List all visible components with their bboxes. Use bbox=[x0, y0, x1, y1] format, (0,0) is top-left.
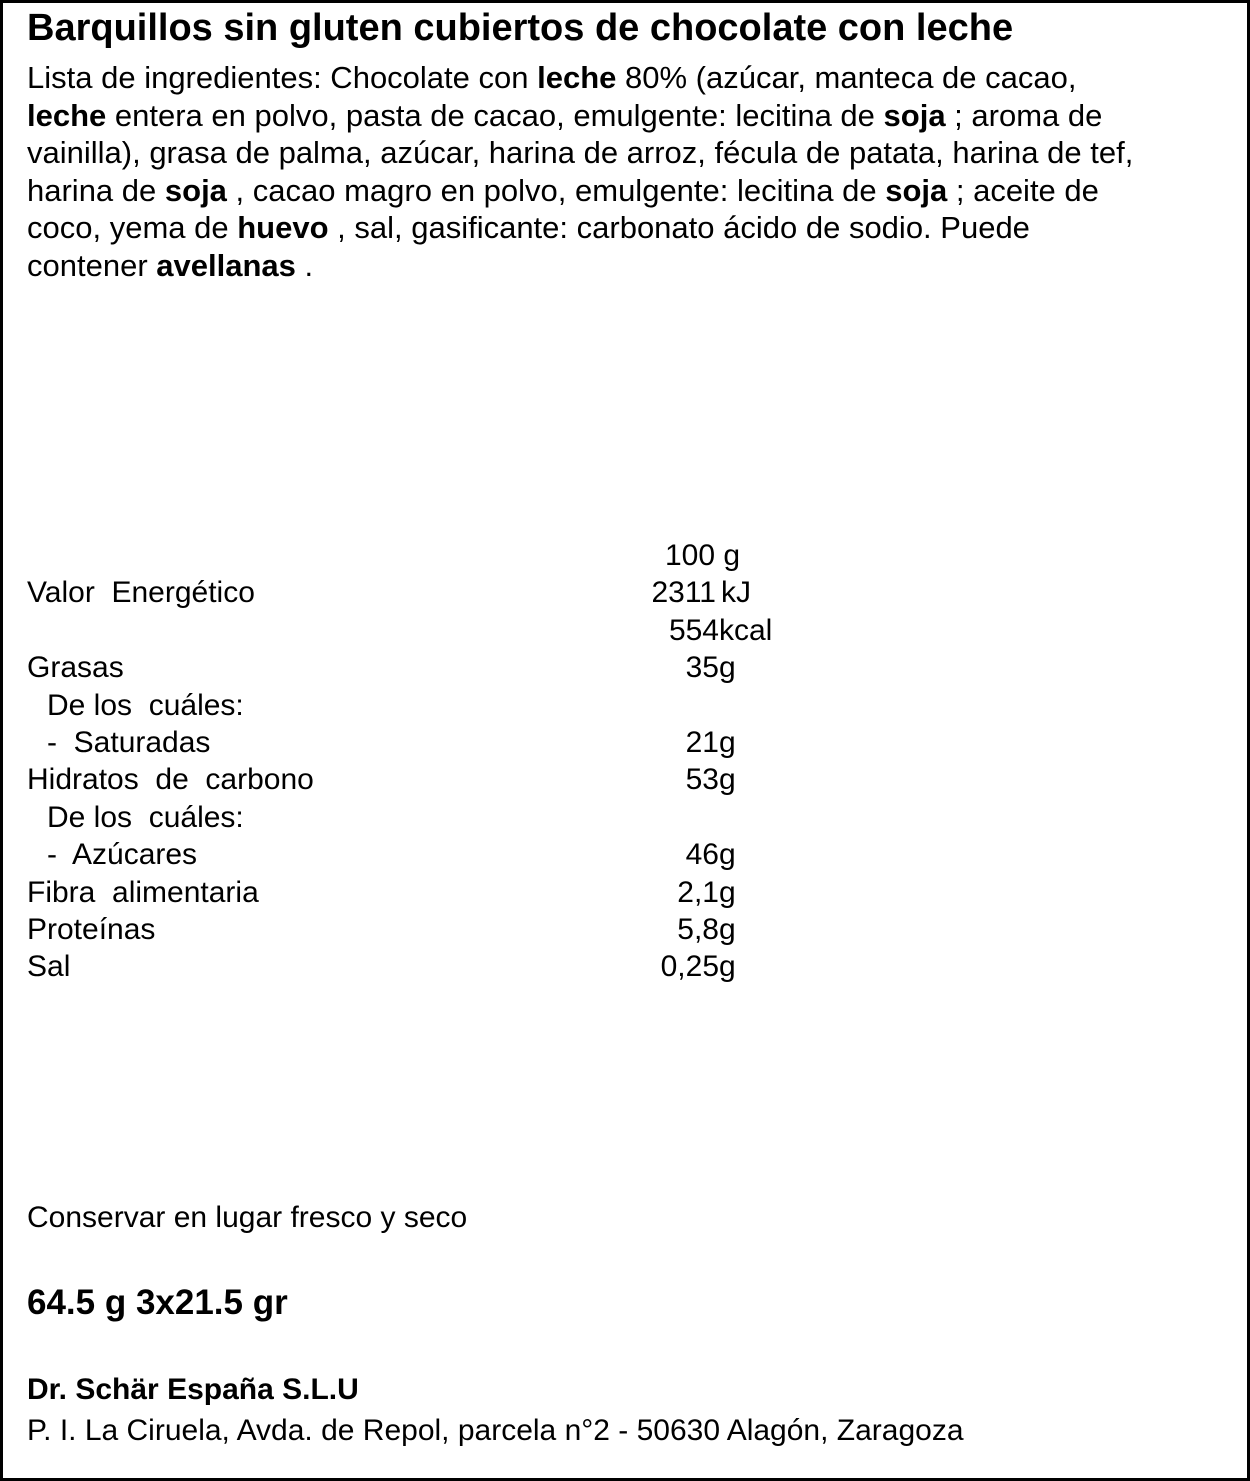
nutrient-name: De los cuáles: bbox=[47, 800, 244, 834]
nutrition-column-header: 100 g bbox=[665, 539, 741, 572]
nutrient-name: Fibra alimentaria bbox=[27, 875, 259, 909]
nutrient-value: 46 bbox=[685, 838, 719, 872]
ingredients-text: , cacao magro en polvo, emulgente: lecitina de bbox=[226, 172, 886, 208]
ingredients-line bbox=[27, 134, 1207, 172]
nutrition-row bbox=[3, 874, 1250, 911]
nutrient-name: - Azúcares bbox=[47, 838, 198, 872]
nutrient-name: - Saturadas bbox=[47, 726, 211, 759]
nutrient-value: 5,8 bbox=[677, 913, 719, 946]
nutrition-header-row bbox=[3, 537, 1250, 574]
ingredients-line bbox=[27, 59, 1207, 97]
ingredients-text: coco, yema de bbox=[27, 210, 238, 246]
nutrition-row bbox=[3, 574, 1250, 611]
ingredients-text: contener bbox=[27, 247, 157, 283]
nutrient-value: 35 bbox=[685, 651, 719, 685]
nutrient-name: Hidratos de carbono bbox=[27, 763, 314, 797]
nutrition-row bbox=[3, 612, 1250, 649]
nutrient-name: De los cuáles: bbox=[47, 688, 244, 722]
nutrition-row bbox=[3, 724, 1250, 761]
nutrient-unit: g bbox=[719, 875, 736, 909]
nutrient-value: 0,25 bbox=[660, 950, 719, 984]
allergen-text: soja bbox=[164, 172, 227, 208]
ingredients-text: harina de bbox=[27, 172, 165, 208]
nutrient-value: 21 bbox=[685, 726, 719, 759]
nutrient-value: 2,1 bbox=[677, 875, 719, 909]
nutrient-unit: g bbox=[719, 950, 736, 984]
allergen-text: leche bbox=[27, 97, 107, 133]
nutrient-unit: g bbox=[719, 913, 736, 946]
nutrient-value: 554 bbox=[668, 613, 719, 647]
ingredients-line bbox=[27, 172, 1207, 210]
allergen-text: leche bbox=[537, 60, 617, 95]
ingredients-text: , sal, gasificante: carbonato ácido de sodio. Puede bbox=[328, 210, 1030, 246]
ingredients-text: . bbox=[295, 247, 314, 283]
ingredients-line bbox=[27, 209, 1207, 247]
ingredients-text: Lista de ingredientes: Chocolate con bbox=[27, 60, 538, 95]
ingredients-list bbox=[27, 59, 1207, 285]
nutrient-value: 2311 bbox=[651, 576, 716, 610]
allergen-text: soja bbox=[883, 97, 946, 133]
nutrition-row bbox=[3, 836, 1250, 873]
ingredients-text: entera en polvo, pasta de cacao, emulgente: lecitina de bbox=[106, 97, 884, 133]
product-title: Barquillos sin gluten cubiertos de chocolate con leche bbox=[27, 7, 1014, 49]
nutrient-name: Sal bbox=[27, 950, 71, 984]
ingredients-text: ; aceite de bbox=[947, 172, 1099, 208]
nutrition-row bbox=[3, 799, 1250, 836]
nutrient-unit: g bbox=[719, 763, 736, 797]
nutrient-name: Valor Energético bbox=[27, 576, 255, 610]
ingredients-text: vainilla), grasa de palma, azúcar, harina de arroz, fécula de patata, harina de tef, bbox=[27, 135, 1134, 171]
nutrition-row bbox=[3, 687, 1250, 724]
company-name: Dr. Schär España S.L.U bbox=[27, 1373, 359, 1406]
nutrient-name: Grasas bbox=[27, 651, 124, 685]
allergen-text: avellanas bbox=[156, 247, 296, 283]
nutrition-row bbox=[3, 911, 1250, 948]
nutrient-unit: kJ bbox=[721, 576, 751, 610]
nutrient-unit: kcal bbox=[719, 613, 773, 647]
allergen-text: soja bbox=[885, 172, 948, 208]
nutrient-unit: g bbox=[719, 651, 736, 685]
nutrition-row bbox=[3, 761, 1250, 798]
nutrition-row bbox=[3, 649, 1250, 686]
allergen-text: huevo bbox=[237, 210, 329, 246]
nutrition-row bbox=[3, 948, 1250, 985]
nutrient-value: 53 bbox=[685, 763, 719, 797]
company-address: P. I. La Ciruela, Avda. de Repol, parcela n°2 - 50630 Alagón, Zaragoza bbox=[27, 1414, 964, 1447]
nutrient-unit: g bbox=[719, 838, 736, 872]
ingredients-text: ; aroma de bbox=[945, 97, 1103, 133]
storage-instructions: Conservar en lugar fresco y seco bbox=[27, 1201, 468, 1234]
nutrient-unit: g bbox=[719, 726, 736, 759]
ingredients-line bbox=[27, 247, 1207, 285]
nutrient-name: Proteínas bbox=[27, 913, 156, 946]
ingredients-line bbox=[27, 97, 1207, 135]
ingredients-text: 80% (azúcar, manteca de cacao, bbox=[616, 60, 1077, 95]
net-weight: 64.5 g 3x21.5 gr bbox=[27, 1283, 288, 1322]
